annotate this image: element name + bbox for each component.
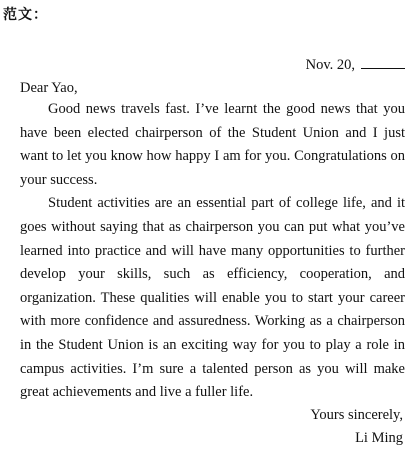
closing-block — [310, 404, 403, 450]
date-text: Nov. 20, — [305, 57, 355, 73]
date-line — [306, 55, 405, 74]
letter-body — [20, 98, 405, 405]
model-essay-heading: 范文： — [3, 7, 48, 23]
date-blank — [361, 55, 405, 69]
salutation: Dear Yao, — [20, 80, 78, 96]
closing-phrase: Yours sincerely, — [310, 407, 403, 423]
paragraph-2: Student activities are an essential part of college life, and it goes without saying that as chairperson you can put what you’ve learned into practice and will have many opportunities to further develop your skills, such as efficiency, cooperation, and organization. These qualities will enable you to start your career with more confidence and assuredness. Working as a chairperson in the Student Union is an exciting way for you to play a role in campus activities. I’m sure a talented person as you will make great achievements and live a fuller life. — [20, 195, 405, 401]
signature: Li Ming — [355, 430, 403, 446]
paragraph-1: Good news travels fast. I’ve learnt the good news that you have been elected chairperson of the Student Union and I just want to let you know how happy I am for you. Congratulations on your success. — [20, 101, 405, 188]
